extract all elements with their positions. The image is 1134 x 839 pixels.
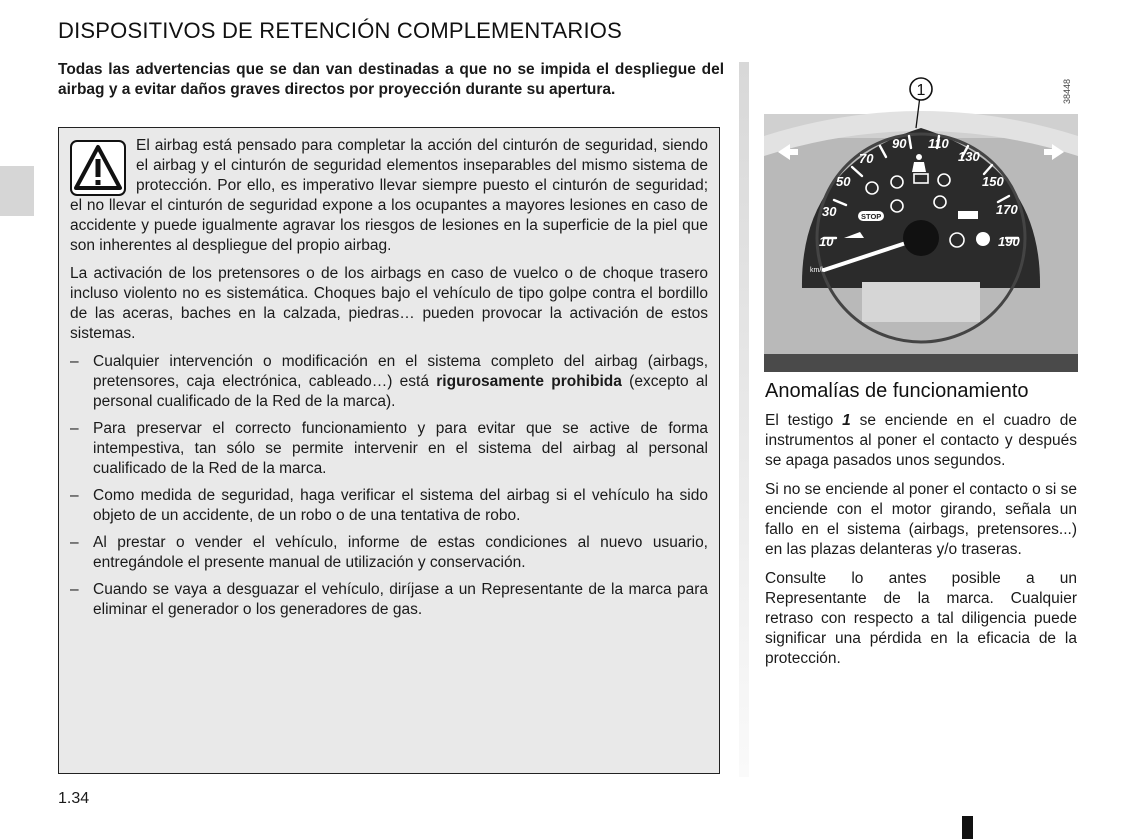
speed-label-50: 50: [836, 174, 851, 189]
list-item-text: Cuando se vaya a desguazar el vehículo, diríjase a un Representante de la marca para eliminar el generador o los generadores de gas.: [93, 581, 708, 618]
warning-triangle-icon: [70, 140, 126, 196]
speed-label-10: 10: [819, 234, 834, 249]
speedometer-illustration: [764, 66, 1078, 372]
list-dash: –: [70, 534, 79, 551]
info-indicator-icon: [958, 211, 978, 219]
intro-warning-text: Todas las advertencias que se dan van destinadas a que no se impida el despliegue del airbag y a evitar daños graves directos por proyección durante su apertura.: [58, 61, 724, 98]
speed-label-190: 190: [998, 234, 1020, 249]
list-item: [70, 580, 708, 620]
warning-box: [58, 127, 720, 774]
anomalies-paragraph-2: Si no se enciende al poner el contacto o si se enciende con el motor girando, señala un fallo en el sistema (airbags, pretensores...) en las plazas delanteras y/o traseras.: [765, 481, 1077, 558]
anomalies-text: [765, 411, 1077, 678]
speed-label-90: 90: [892, 136, 907, 151]
paragraph-text: El testigo: [765, 412, 843, 429]
instrument-panel-figure: [764, 66, 1078, 372]
needle-hub: [903, 220, 939, 256]
speed-label-130: 130: [958, 149, 980, 164]
list-item-text: Para preservar el correcto funcionamiento y para evitar que se active de forma intempestiva, tan sólo se permite intervenir en el sistema del airbag al personal cualificado de la Red de la marca.: [93, 420, 708, 477]
stop-label: STOP: [861, 212, 882, 221]
page-edge-marker: [962, 816, 973, 839]
chapter-tab: [0, 166, 34, 216]
list-item-text: Cualquier intervención o modificación en el sistema completo del airbag (airbags, pretensores, caja electrónica, cableado…) está: [93, 353, 708, 390]
speed-label-110: 110: [928, 136, 949, 151]
list-item-text: Al prestar o vender el vehículo, informe de estas condiciones al nuevo usuario, entregándole el presente manual de utilización y conservación.: [93, 534, 708, 571]
figure-ref-code: 38448: [1062, 78, 1072, 104]
page-number: 1.34: [58, 790, 90, 807]
paragraph-text-end: se enciende en el cuadro de instrumentos al poner el contacto y después se apaga pasados unos segundos.: [765, 412, 1077, 469]
list-dash: –: [70, 487, 79, 504]
anomalies-paragraph-1: [765, 411, 1077, 471]
speed-unit-label: km/h: [810, 267, 826, 274]
list-item-emphasis: rigurosamente prohibida: [436, 373, 622, 390]
list-item: [70, 419, 708, 479]
callout-number: 1: [916, 82, 926, 99]
section-heading: Anomalías de funcionamiento: [765, 380, 1029, 402]
speed-label-30: 30: [822, 204, 837, 219]
list-item: [70, 486, 708, 526]
list-item-text-end: (excepto al personal cualificado de la Red de la marca).: [93, 373, 708, 410]
list-dash: –: [70, 581, 79, 598]
warning-list: [70, 352, 708, 620]
speed-label-170: 170: [996, 202, 1018, 217]
speed-label-70: 70: [859, 151, 874, 166]
list-item: [70, 352, 708, 412]
indicator-reference: 1: [842, 412, 851, 429]
list-item: [70, 533, 708, 573]
list-dash: –: [70, 420, 79, 437]
list-dash: –: [70, 353, 79, 370]
page-title: DISPOSITIVOS DE RETENCIÓN COMPLEMENTARIOS: [58, 18, 622, 43]
list-item-text: Como medida de seguridad, haga verificar el sistema del airbag si el vehículo ha sido objeto de un accidente, de un robo o de una tentativa de robo.: [93, 487, 708, 524]
column-divider: [739, 62, 749, 777]
display-screen: [862, 282, 980, 322]
speed-label-150: 150: [982, 174, 1004, 189]
warning-paragraph-1: El airbag está pensado para completar la acción del cinturón de seguridad, siendo el airbag y el cinturón de seguridad elementos inseparables del mismo sistema de protección. Por ello, es imperativo llevar siempre puesto el cinturón de seguridad; el no llevar el cinturón de seguridad expone a los ocupantes a mayores lesiones en caso de accidente y puede igualmente agravar los riesgos de lesiones en la superficie de la piel que son inherentes al despliegue del propio airbag.: [70, 137, 708, 254]
warning-paragraph-2: La activación de los pretensores o de los airbags en caso de vuelco o de choque trasero incluso violento no es sistemática. Choques bajo el vehículo de tipo golpe contra el bordillo de las aceras, baches en la calzada, piedras… pueden provocar la activación de estos sistemas.: [70, 265, 708, 342]
fuel-warning-icon: [976, 232, 990, 246]
anomalies-paragraph-3: Consulte lo antes posible a un Representante de la marca. Cualquier retraso con respecto a tal diligencia puede significar una pérdida en la eficacia de la protección.: [765, 570, 1077, 667]
